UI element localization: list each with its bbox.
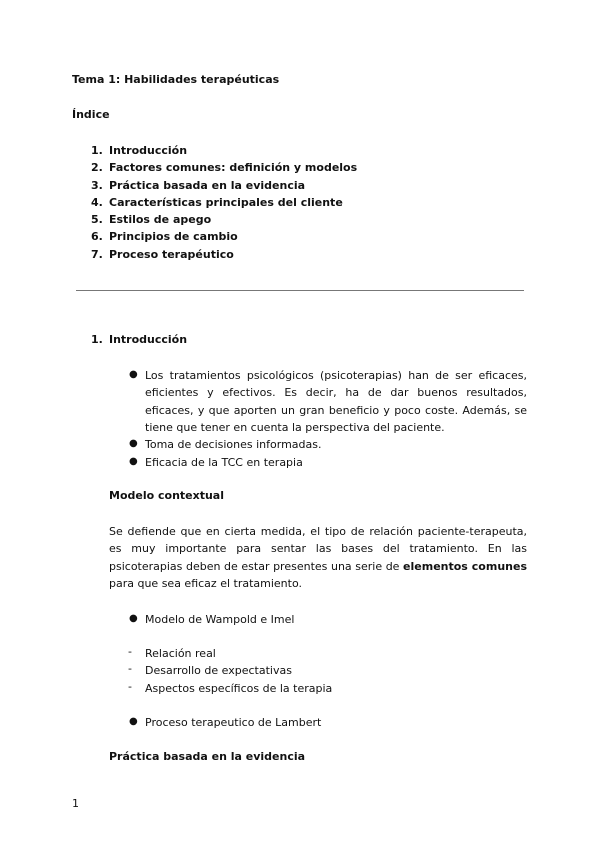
toc-label: Introducción (109, 144, 188, 157)
model-paragraph: Se defiende que en cierta medida, el tipo de relación paciente-terapeuta, es muy importante para sentar las bases del tratamiento. En las psicoterapias deben de estar presentes una serie de elementos comunes para que sea eficaz el tratamiento. (109, 525, 527, 590)
bullet-icon: ● (129, 613, 138, 624)
bullet-icon: ● (129, 369, 138, 380)
dash-marker: - (128, 662, 132, 675)
bullet-text: Eficacia de la TCC en terapia (145, 456, 303, 469)
toc-number: 6. (91, 230, 103, 244)
bullet-icon: ● (129, 438, 138, 449)
section-number: 1. (91, 333, 103, 346)
toc-label: Factores comunes: definición y modelos (109, 161, 358, 175)
toc-item (91, 194, 357, 211)
bullet-icon: ● (129, 716, 138, 727)
bullet-text: Toma de decisiones informadas. (145, 438, 322, 451)
toc-label: Principios de cambio (109, 230, 238, 244)
emphasis-text: elementos comunes (403, 559, 527, 573)
toc-item (91, 246, 357, 263)
toc-item (91, 228, 357, 245)
toc-label: Práctica basada en la evidencia (109, 178, 306, 192)
toc-number: 5. (91, 213, 103, 227)
section-title: Introducción (109, 333, 188, 346)
toc-number: 7. (91, 247, 103, 261)
index-heading: Índice (72, 108, 110, 121)
subheading-modelo-contextual: Modelo contextual (109, 489, 225, 502)
horizontal-divider (76, 290, 524, 291)
bullet-text: Modelo de Wampold e Imel (145, 613, 295, 626)
dash-item: Relación real (145, 647, 216, 660)
toc-number: 1. (91, 144, 103, 157)
toc-label: Proceso terapéutico (109, 247, 234, 261)
dash-item: Desarrollo de expectativas (145, 664, 292, 677)
toc-item (91, 142, 357, 159)
dash-marker: - (128, 680, 132, 693)
bullet-icon: ● (129, 456, 138, 467)
toc-item (91, 159, 357, 176)
toc-number: 4. (91, 195, 103, 209)
bullet-text: Proceso terapeutico de Lambert (145, 716, 322, 729)
toc-item (91, 177, 357, 194)
table-of-contents (91, 142, 357, 263)
topic-title: Tema 1: Habilidades terapéuticas (72, 73, 280, 86)
toc-number: 2. (91, 161, 103, 175)
page-number: 1 (72, 797, 79, 810)
toc-label: Características principales del cliente (109, 195, 343, 209)
toc-label: Estilos de apego (109, 213, 212, 227)
dash-marker: - (128, 645, 132, 658)
subheading-practica-evidencia: Práctica basada en la evidencia (109, 750, 306, 763)
bullet-paragraph: Los tratamientos psicológicos (psicoterapias) han de ser eficaces, eficientes y efectivos. Es decir, ha de dar buenos resultados, eficaces, y que aporten un gran beneficio y poco coste. Además, se tiene que tener en cuenta la perspectiva del paciente. (145, 369, 527, 434)
toc-number: 3. (91, 178, 103, 192)
dash-item: Aspectos específicos de la terapia (145, 682, 333, 695)
section-heading-introduccion (91, 333, 187, 346)
toc-item (91, 211, 357, 228)
